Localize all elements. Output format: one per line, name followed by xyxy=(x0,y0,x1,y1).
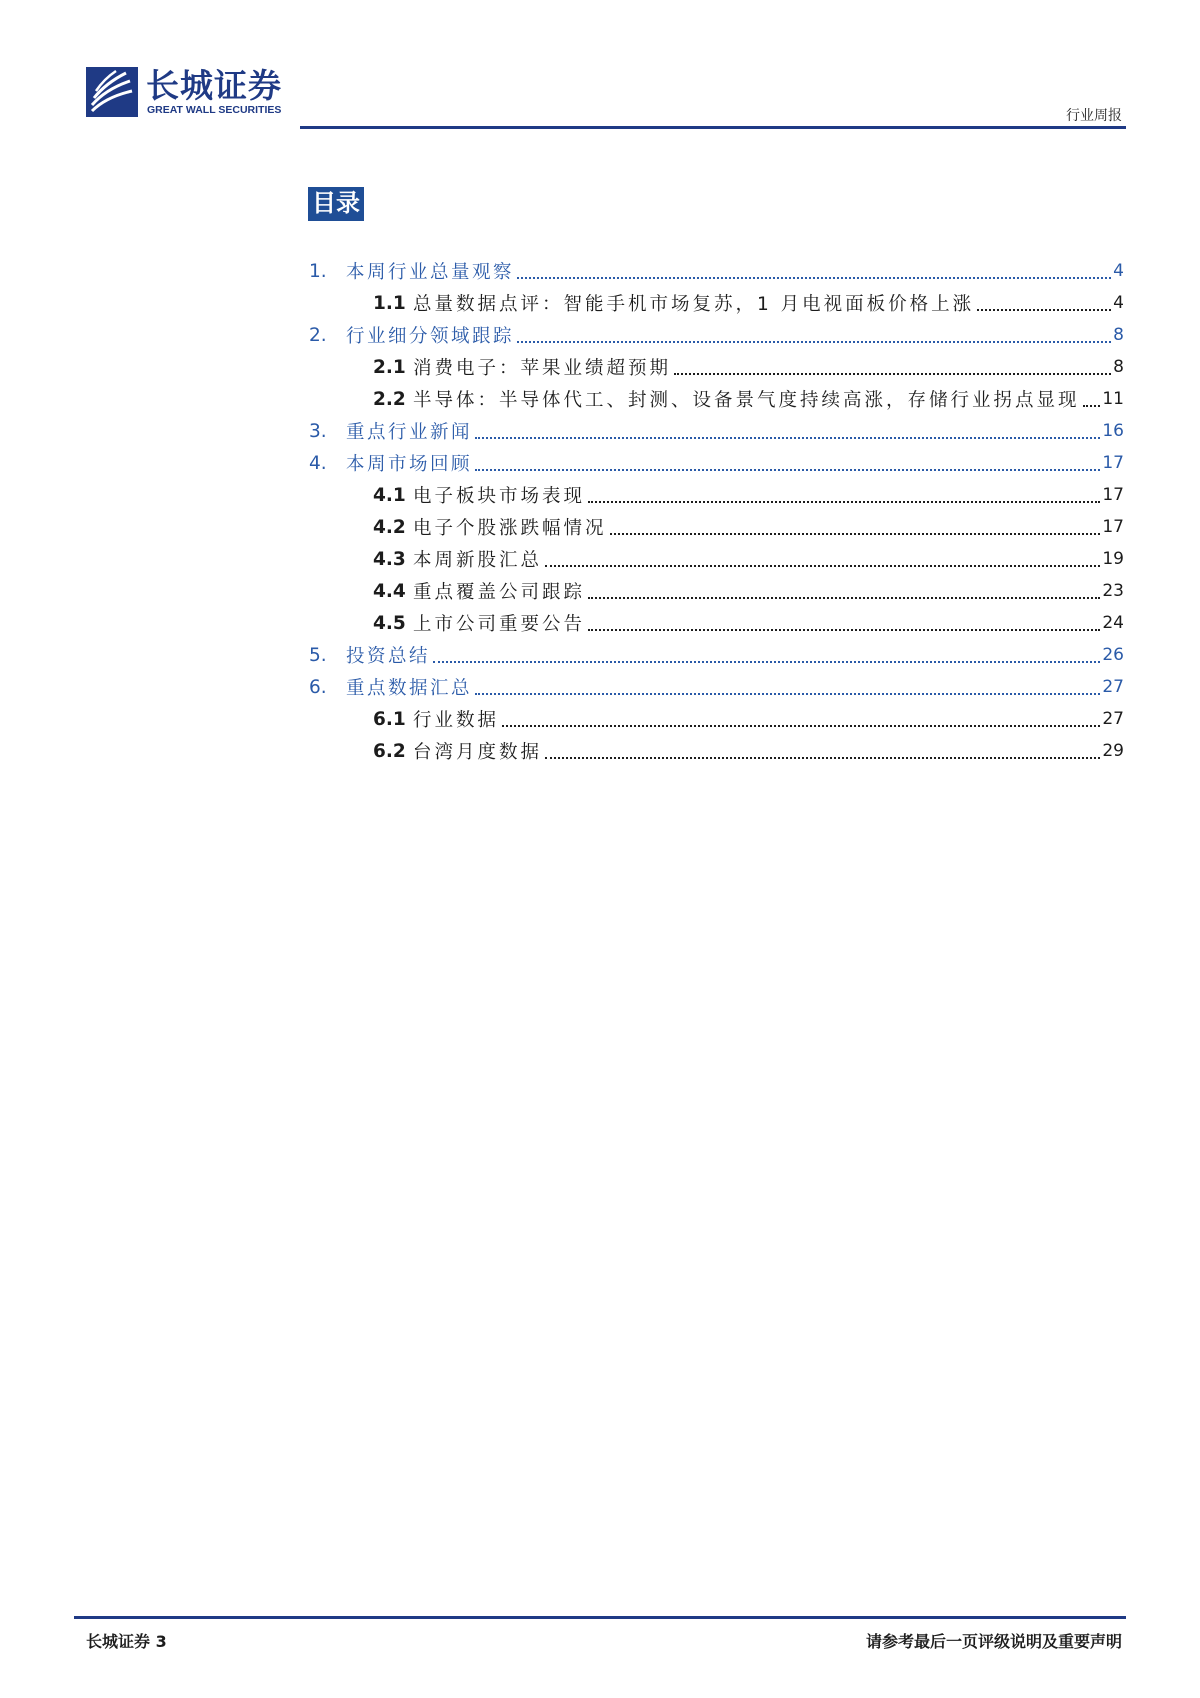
toc-entry-page: 11 xyxy=(1102,389,1124,409)
toc-leader-dots xyxy=(1083,395,1101,407)
toc-entry-number: 4.2 xyxy=(373,516,406,538)
toc-entry-number: 5. xyxy=(309,644,327,666)
toc-entry-number: 4.5 xyxy=(373,612,406,634)
toc-leader-dots xyxy=(433,651,1100,663)
toc-entry-page: 8 xyxy=(1113,325,1124,345)
toc-entry[interactable] xyxy=(309,543,1124,575)
table-of-contents xyxy=(309,255,1124,767)
toc-leader-dots xyxy=(545,747,1100,759)
toc-entry-number: 6.1 xyxy=(373,708,406,730)
toc-entry-title: 电子个股涨跌幅情况 xyxy=(413,518,607,539)
toc-entry-page: 4 xyxy=(1113,261,1124,281)
toc-leader-dots xyxy=(475,427,1100,439)
footer-disclaimer: 请参考最后一页评级说明及重要声明 xyxy=(865,1632,1122,1651)
toc-leader-dots xyxy=(588,587,1100,599)
toc-entry-number: 6.2 xyxy=(373,740,406,762)
toc-entry-title: 重点行业新闻 xyxy=(346,422,473,443)
toc-entry[interactable] xyxy=(309,671,1124,703)
toc-entry-title: 上市公司重要公告 xyxy=(413,614,586,635)
toc-leader-dots xyxy=(610,523,1101,535)
footer-page-label: 长城证券 3 xyxy=(86,1632,167,1651)
toc-entry[interactable] xyxy=(309,735,1124,767)
toc-entry-page: 29 xyxy=(1102,741,1124,761)
toc-entry[interactable] xyxy=(309,351,1124,383)
toc-entry-page: 27 xyxy=(1102,709,1124,729)
toc-entry-number: 2.1 xyxy=(373,356,406,378)
toc-entry-title: 投资总结 xyxy=(346,646,431,667)
toc-entry-number: 4.3 xyxy=(373,548,406,570)
toc-entry-page: 8 xyxy=(1113,357,1124,377)
toc-entry-title: 本周新股汇总 xyxy=(413,550,543,571)
toc-entry-number: 2. xyxy=(309,324,327,346)
toc-entry-page: 4 xyxy=(1113,293,1124,313)
toc-entry-page: 23 xyxy=(1102,581,1124,601)
logo-wordmark-en: GREAT WALL SECURITIES xyxy=(147,104,282,116)
toc-entry[interactable] xyxy=(309,575,1124,607)
toc-leader-dots xyxy=(502,715,1100,727)
toc-leader-dots xyxy=(588,491,1100,503)
toc-entry-title: 行业细分领域跟踪 xyxy=(346,326,515,347)
toc-entry[interactable] xyxy=(309,287,1124,319)
toc-leader-dots xyxy=(674,363,1111,375)
toc-entry-title: 重点数据汇总 xyxy=(346,678,473,699)
toc-entry[interactable] xyxy=(309,447,1124,479)
toc-entry-page: 26 xyxy=(1102,645,1124,665)
toc-entry-title: 电子板块市场表现 xyxy=(413,486,586,507)
toc-entry-title: 重点覆盖公司跟踪 xyxy=(413,582,586,603)
great-wall-logo-icon xyxy=(86,67,138,117)
toc-entry[interactable] xyxy=(309,415,1124,447)
toc-entry-number: 4.4 xyxy=(373,580,406,602)
toc-entry-page: 16 xyxy=(1102,421,1124,441)
toc-entry-page: 17 xyxy=(1102,453,1124,473)
toc-entry-number: 4. xyxy=(309,452,327,474)
toc-entry[interactable] xyxy=(309,703,1124,735)
toc-entry[interactable] xyxy=(309,319,1124,351)
toc-leader-dots xyxy=(588,619,1100,631)
logo-wordmark-cn: 长城证券 xyxy=(146,66,282,105)
toc-leader-dots xyxy=(517,331,1111,343)
toc-entry-title: 本周市场回顾 xyxy=(346,454,473,475)
toc-entry-page: 17 xyxy=(1102,485,1124,505)
toc-entry[interactable] xyxy=(309,255,1124,287)
toc-leader-dots xyxy=(517,267,1111,279)
document-type-label: 行业周报 xyxy=(1066,108,1122,124)
toc-leader-dots xyxy=(545,555,1100,567)
toc-title: 目录 xyxy=(308,187,364,221)
toc-entry-number: 1.1 xyxy=(373,292,406,314)
toc-leader-dots xyxy=(977,299,1111,311)
toc-leader-dots xyxy=(475,459,1100,471)
toc-entry-number: 6. xyxy=(309,676,327,698)
toc-entry-title: 台湾月度数据 xyxy=(413,742,543,763)
toc-entry[interactable] xyxy=(309,479,1124,511)
toc-entry[interactable] xyxy=(309,511,1124,543)
toc-entry-page: 19 xyxy=(1102,549,1124,569)
toc-entry-number: 2.2 xyxy=(373,388,406,410)
toc-entry-title: 总量数据点评：智能手机市场复苏，1 月电视面板价格上涨 xyxy=(413,294,975,315)
header-divider xyxy=(300,126,1126,129)
toc-entry[interactable] xyxy=(309,639,1124,671)
toc-entry-page: 27 xyxy=(1102,677,1124,697)
toc-entry[interactable] xyxy=(309,607,1124,639)
toc-entry-title: 行业数据 xyxy=(413,710,500,731)
company-logo xyxy=(86,67,286,119)
toc-entry-title: 本周行业总量观察 xyxy=(346,262,515,283)
toc-entry-number: 4.1 xyxy=(373,484,406,506)
toc-entry-page: 24 xyxy=(1102,613,1124,633)
toc-entry-number: 3. xyxy=(309,420,327,442)
toc-entry-number: 1. xyxy=(309,260,327,282)
toc-leader-dots xyxy=(475,683,1100,695)
footer-divider xyxy=(74,1616,1126,1619)
toc-entry-title: 半导体：半导体代工、封测、设备景气度持续高涨，存储行业拐点显现 xyxy=(413,390,1080,411)
toc-entry-page: 17 xyxy=(1102,517,1124,537)
toc-entry[interactable] xyxy=(309,383,1124,415)
toc-entry-title: 消费电子：苹果业绩超预期 xyxy=(413,358,672,379)
